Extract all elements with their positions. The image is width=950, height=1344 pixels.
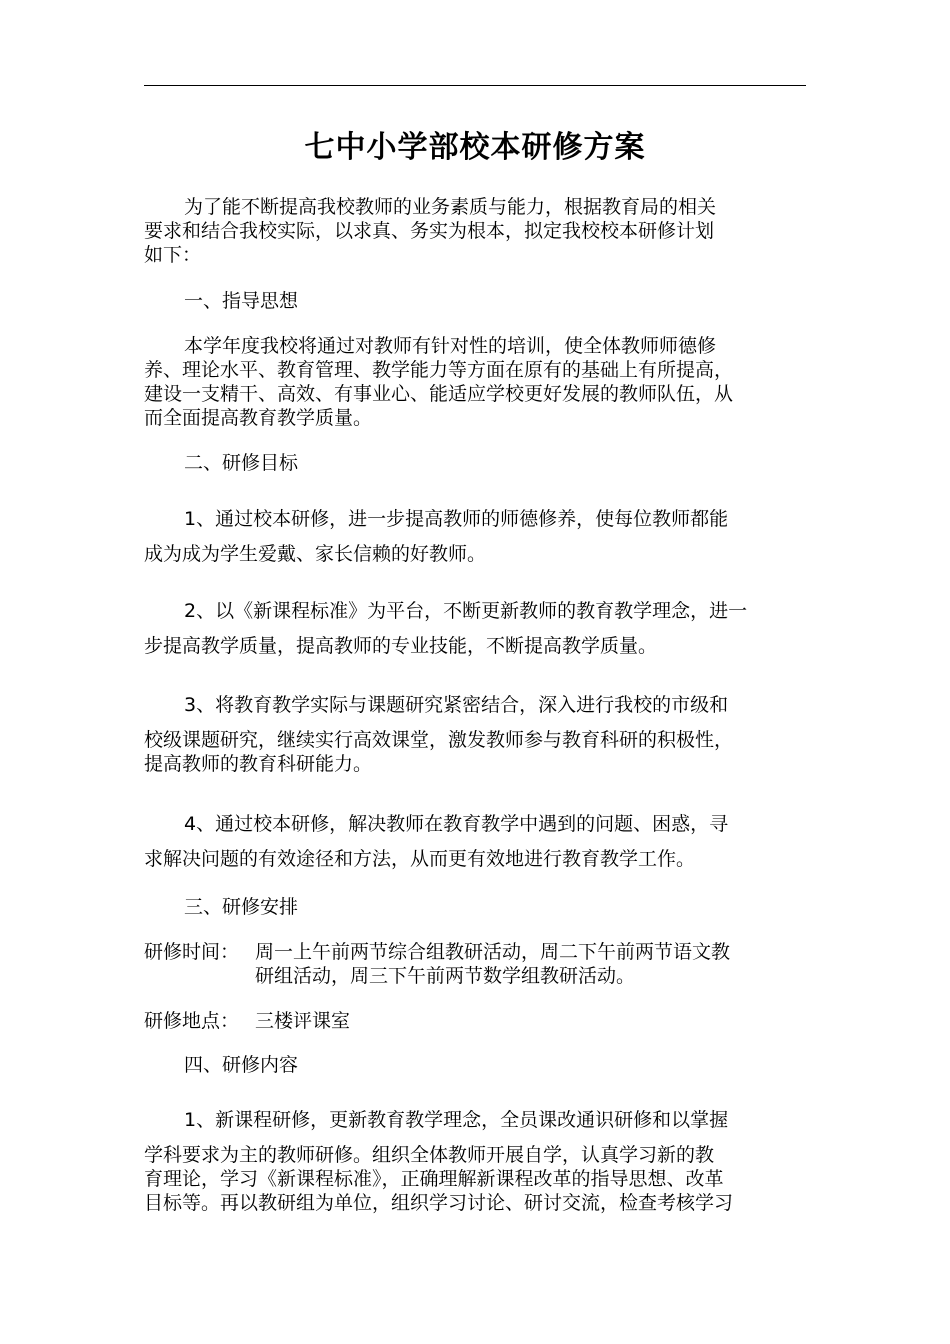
intro-line: 要求和结合我校实际，以求真、务实为根本，拟定我校校本研修计划	[144, 220, 715, 242]
guiding-ideology-paragraph	[144, 334, 810, 430]
item-number: 1	[184, 1109, 197, 1131]
intro-line: 如下：	[144, 244, 202, 266]
section-heading-content: 四、研修内容	[184, 1054, 299, 1076]
section-heading-arrangement: 三、研修安排	[184, 896, 299, 918]
paragraph-line: 育理论，学习《新课程标准》，正确理解新课程改革的指导思想、改革	[144, 1168, 724, 1190]
item-number: 3	[184, 694, 197, 716]
paragraph-line: 建设一支精干、高效、有事业心、能适应学校更好发展的教师队伍，从	[144, 383, 734, 405]
goal-item-4	[144, 812, 810, 871]
study-time-value: 周一上午前两节综合组教研活动，周二下午前两节语文教	[255, 941, 731, 963]
paragraph-line: 提高教师的教育科研能力。	[144, 753, 373, 775]
paragraph-line: 校级课题研究，继续实行高效课堂，激发教师参与教育科研的积极性，	[144, 729, 734, 751]
paragraph-line: 、通过校本研修，解决教师在教育教学中遇到的问题、困惑，寻	[196, 813, 729, 835]
section-heading-guiding-ideology: 一、指导思想	[184, 290, 299, 312]
item-number: 4	[184, 813, 197, 835]
paragraph-line: 养、理论水平、教育管理、教学能力等方面在原有的基础上有所提高，	[144, 359, 734, 381]
section-heading-goals: 二、研修目标	[184, 452, 299, 474]
content-item-1	[144, 1108, 810, 1215]
item-number: 2	[184, 600, 197, 622]
paragraph-line: 、将教育教学实际与课题研究紧密结合，深入进行我校的市级和	[196, 694, 729, 716]
paragraph-line: 求解决问题的有效途径和方法，从而更有效地进行教育教学工作。	[144, 848, 696, 870]
paragraph-line: 本学年度我校将通过对教师有针对性的培训，使全体教师师德修	[184, 335, 717, 357]
document-title: 七中小学部校本研修方案	[304, 130, 646, 165]
paragraph-line: 目标等。再以教研组为单位，组织学习讨论、研讨交流，检查考核学习	[144, 1192, 734, 1214]
study-time-value: 研组活动，周三下午前两节数学组教研活动。	[255, 965, 636, 987]
intro-line: 为了能不断提高我校教师的业务素质与能力，根据教育局的相关	[184, 196, 717, 218]
paragraph-line: 成为成为学生爱戴、家长信赖的好教师。	[144, 543, 487, 565]
goal-item-1	[144, 507, 810, 566]
study-time-label: 研修时间：	[144, 941, 240, 963]
study-place-label: 研修地点：	[144, 1010, 240, 1032]
paragraph-line: 、新课程研修，更新教育教学理念，全员课改通识研修和以掌握	[196, 1109, 729, 1131]
paragraph-line: 、以《新课程标准》为平台，不断更新教师的教育教学理念，进一	[196, 600, 748, 622]
item-number: 1	[184, 508, 197, 530]
goal-item-2	[144, 599, 810, 658]
paragraph-line: 步提高教学质量，提高教师的专业技能，不断提高教学质量。	[144, 635, 658, 657]
paragraph-line: 、通过校本研修，进一步提高教师的师德修养，使每位教师都能	[196, 508, 729, 530]
study-place	[144, 1009, 810, 1033]
study-place-value: 三楼评课室	[255, 1010, 351, 1032]
study-time	[144, 940, 810, 988]
paragraph-line: 学科要求为主的教师研修。组织全体教师开展自学，认真学习新的教	[144, 1144, 715, 1166]
header-rule	[144, 85, 806, 86]
paragraph-line: 而全面提高教育教学质量。	[144, 407, 373, 429]
intro-paragraph	[144, 195, 810, 267]
goal-item-3	[144, 693, 810, 776]
